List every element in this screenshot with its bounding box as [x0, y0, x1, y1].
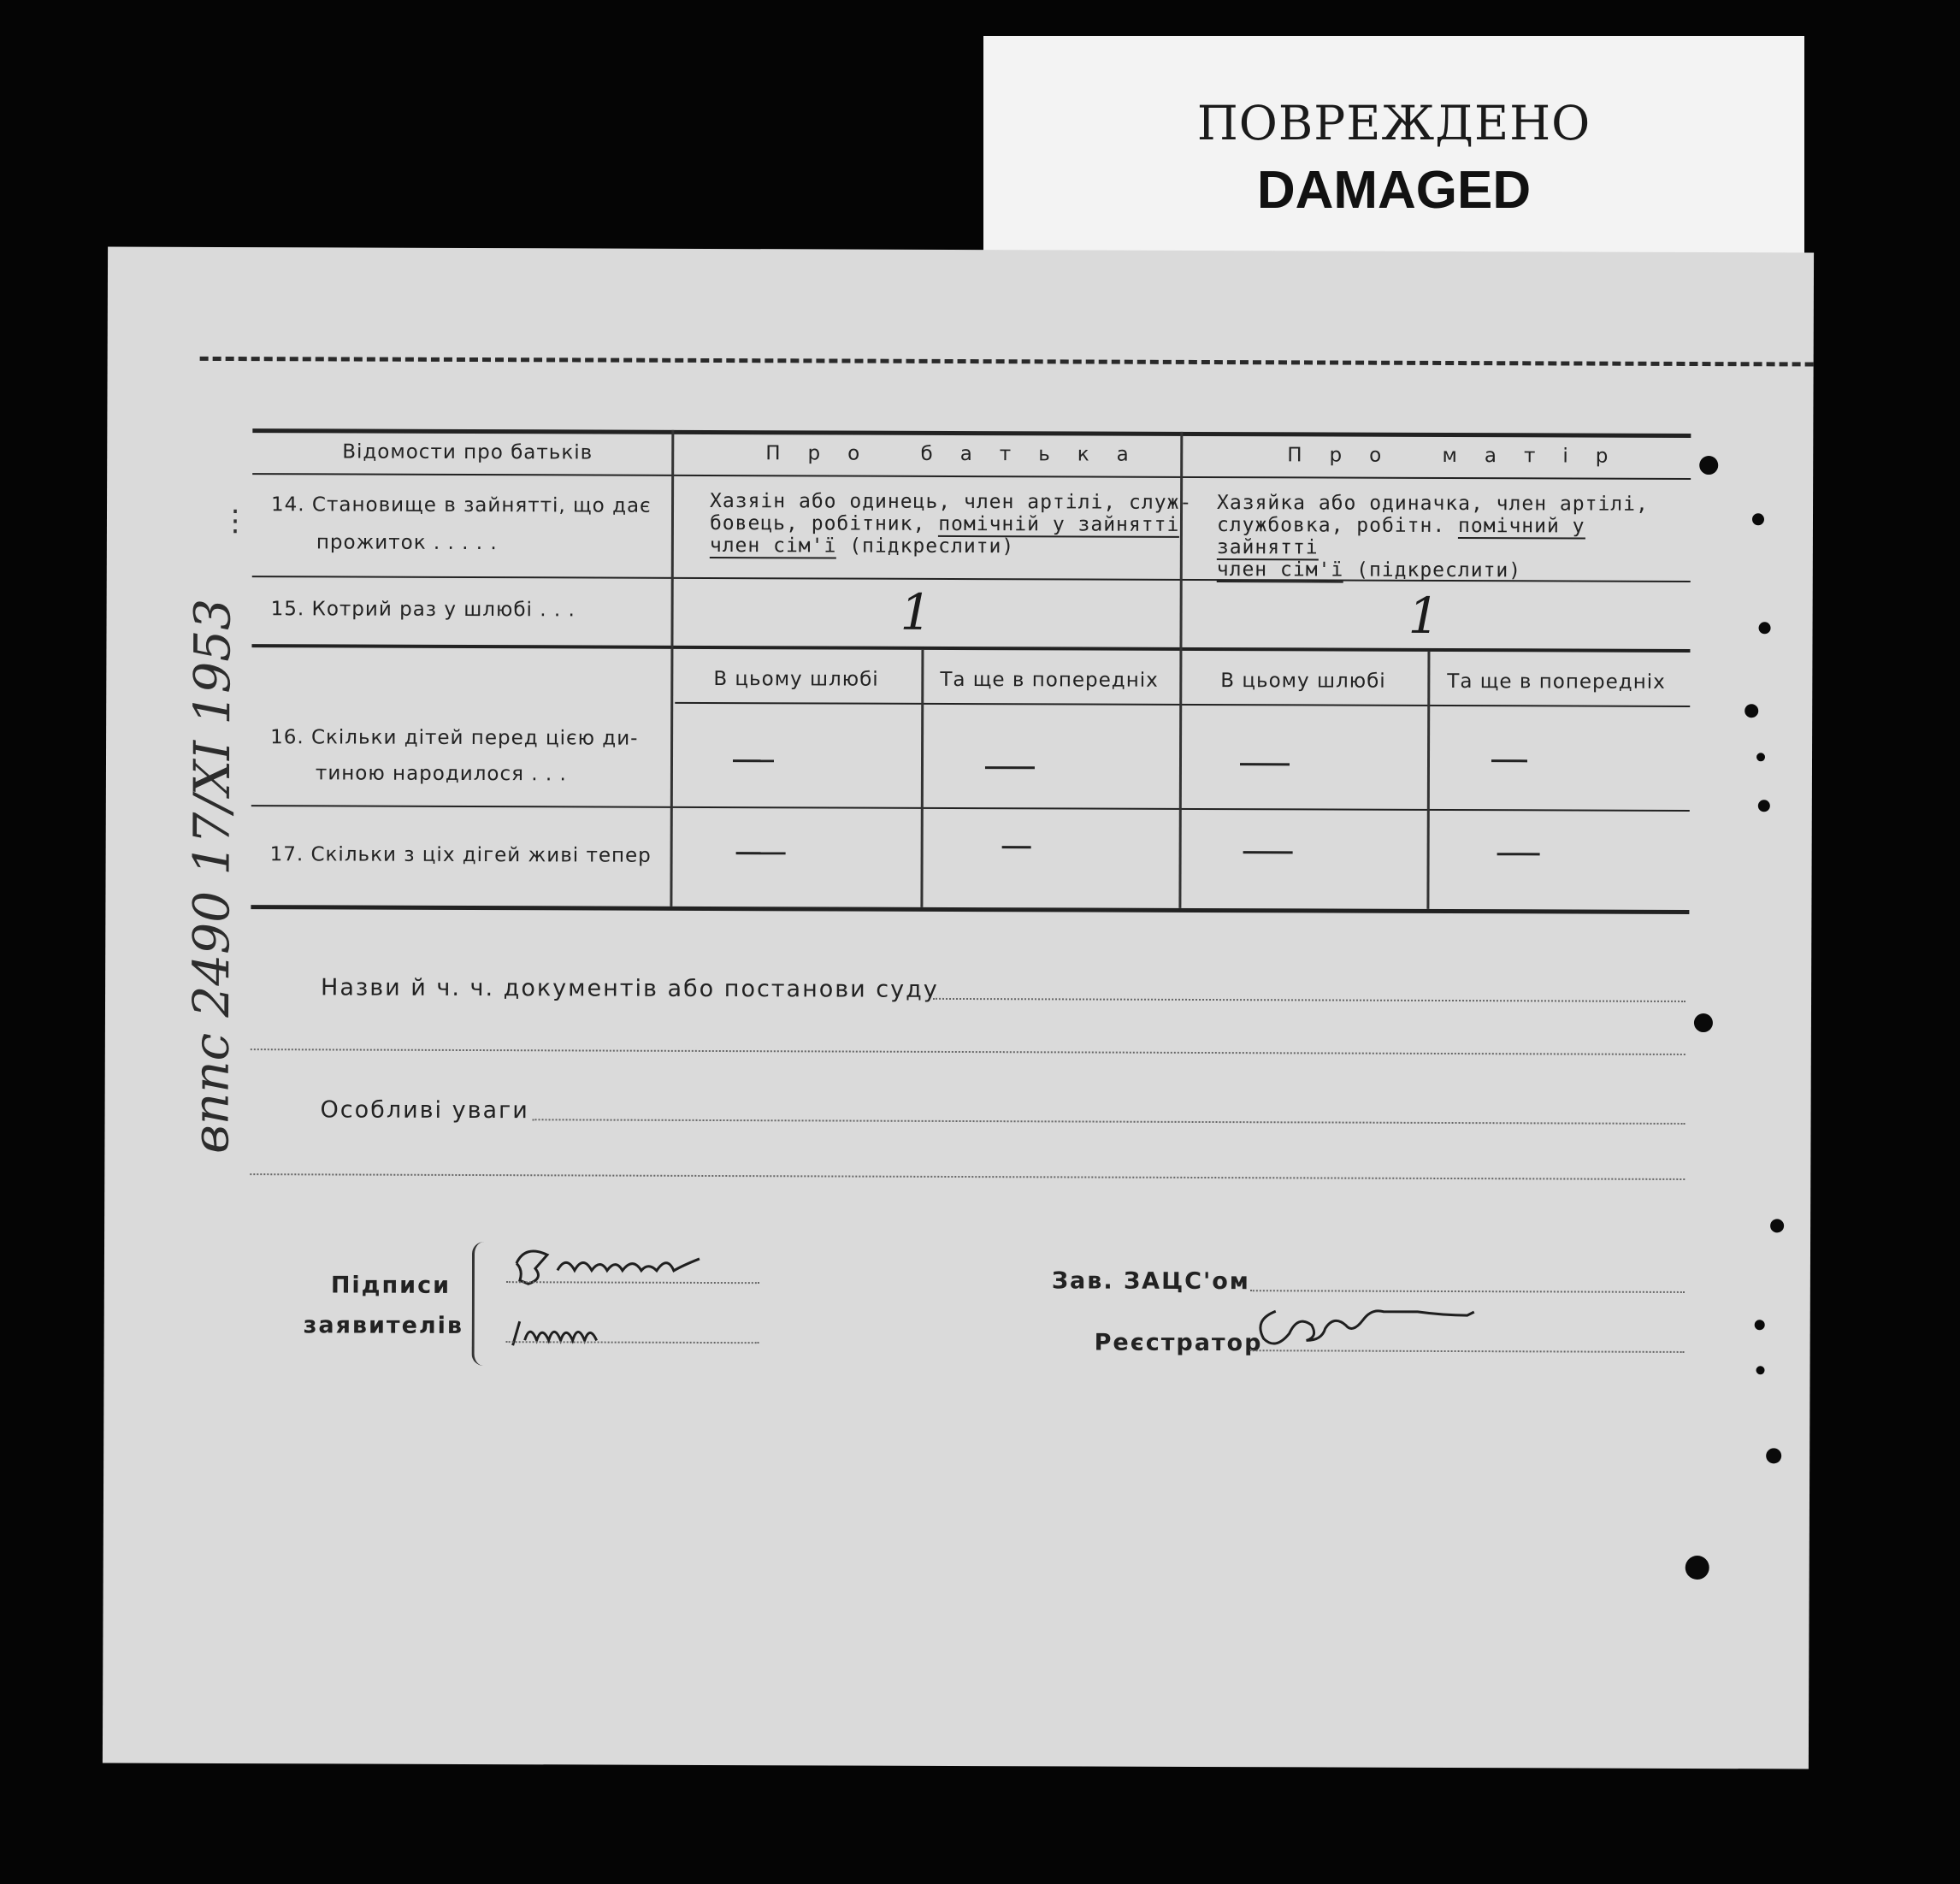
row16-mother-this-dash [1240, 763, 1290, 765]
binding-hole [1755, 1320, 1765, 1330]
registry-head-label: Зав. ЗАЦС'ом [1051, 1267, 1250, 1296]
applicant-signatures [506, 1244, 764, 1369]
row15-label: 15. Котрий раз у шлюбі . . . [270, 598, 576, 622]
father-options-line2: бовець, робітник, помічній у зайнятті [709, 511, 1180, 536]
mother-helper-underlined: помічний у зайнятті [1216, 515, 1585, 559]
documents-label: Назви й ч. ч. документів або постанови суду [321, 974, 939, 1003]
subheader-father-previous: Та ще в попередніх [940, 668, 1159, 692]
remarks-label: Особливі уваги [320, 1096, 529, 1125]
row17-father-this-dash [736, 852, 786, 854]
mother-options-line3: член сім'ї (підкреслити) [1216, 558, 1522, 582]
binding-hole [1745, 704, 1758, 718]
row16-father-this-dash [733, 759, 774, 762]
header-about-father: Про батька [765, 442, 1156, 466]
binding-hole [1770, 1219, 1784, 1232]
stamp-text-en: DAMAGED [1256, 161, 1532, 220]
signatures-label-line1: Підписи [330, 1272, 452, 1299]
documents-line-2 [251, 1048, 1685, 1055]
subheader-father-this-marriage: В цьому шлюбі [713, 667, 879, 691]
row14-label-line2: прожиток . . . . . [316, 531, 498, 555]
mother-options-line2: службовка, робітн. помічний у зайнятті [1216, 514, 1585, 559]
mother-family-member-underlined: член сім'ї [1216, 558, 1344, 582]
father-options-line3: член сім'ї (підкреслити) [709, 534, 1015, 558]
remarks-line-2 [250, 1173, 1685, 1180]
father-family-member-underlined: член сім'ї [709, 534, 837, 558]
binding-hole [1685, 1556, 1709, 1580]
row15-mother-value: 1 [1408, 586, 1441, 645]
stamp-text-ru: ПОВРЕЖДЕНО [1196, 96, 1591, 151]
margin-dots: ⋮ [220, 503, 251, 539]
signatures-label-line2: заявителів [303, 1312, 464, 1339]
remarks-line-1 [533, 1119, 1685, 1125]
row15-father-value: 1 [900, 582, 933, 641]
binding-hole [1766, 1448, 1781, 1463]
father-helper-underlined: помічній у зайнятті [938, 512, 1180, 536]
row14-label-line1: 14. Становище в зайнятті, що дає [271, 493, 652, 517]
row14-mother-options [1217, 492, 1691, 582]
subheader-mother-this-marriage: В цьому шлюбі [1220, 670, 1386, 693]
row16-label-line1: 16. Скільки дітей перед цією ди- [270, 726, 639, 750]
signatures-brace [472, 1242, 489, 1366]
row16-label-line2: тиною народилося . . . [315, 762, 567, 786]
binding-hole [1752, 513, 1764, 525]
subheader-mother-previous: Та ще в попередніх [1447, 670, 1666, 694]
registry-head-signature-line [1250, 1290, 1685, 1293]
row17-label: 17. Скільки з ціх дігей живі тепер [269, 843, 652, 867]
documents-line-1 [933, 998, 1685, 1002]
damaged-stamp [983, 36, 1804, 263]
row17-father-prev-dash [1002, 846, 1031, 848]
row14-father-options [710, 490, 1192, 558]
binding-hole [1758, 800, 1770, 812]
row16-mother-prev-dash [1491, 759, 1527, 762]
binding-hole [1756, 1366, 1765, 1374]
row17-mother-prev-dash [1497, 853, 1540, 855]
header-parents-info: Відомости про батьків [342, 440, 593, 464]
row17-mother-this-dash [1243, 851, 1293, 853]
registrar-signature [1250, 1301, 1498, 1353]
binding-hole [1694, 1013, 1713, 1032]
binding-hole [1759, 622, 1771, 634]
registrar-label: Реєстратор [1094, 1329, 1263, 1357]
parents-info-table [251, 428, 1691, 912]
perforation-line [200, 357, 1814, 367]
mother-options-line1: Хазяйка або одиначка, член артілі, [1217, 492, 1649, 516]
binding-hole [1699, 456, 1718, 475]
record-sheet [103, 247, 1814, 1769]
margin-handwritten-note: вппс 2490 17/XI 1953 [181, 598, 242, 1155]
binding-hole [1756, 753, 1765, 761]
row16-father-prev-dash [985, 766, 1035, 769]
header-about-mother: Про матір [1287, 444, 1636, 468]
father-options-line1: Хазяін або одинець, член артілі, служ- [710, 489, 1193, 514]
